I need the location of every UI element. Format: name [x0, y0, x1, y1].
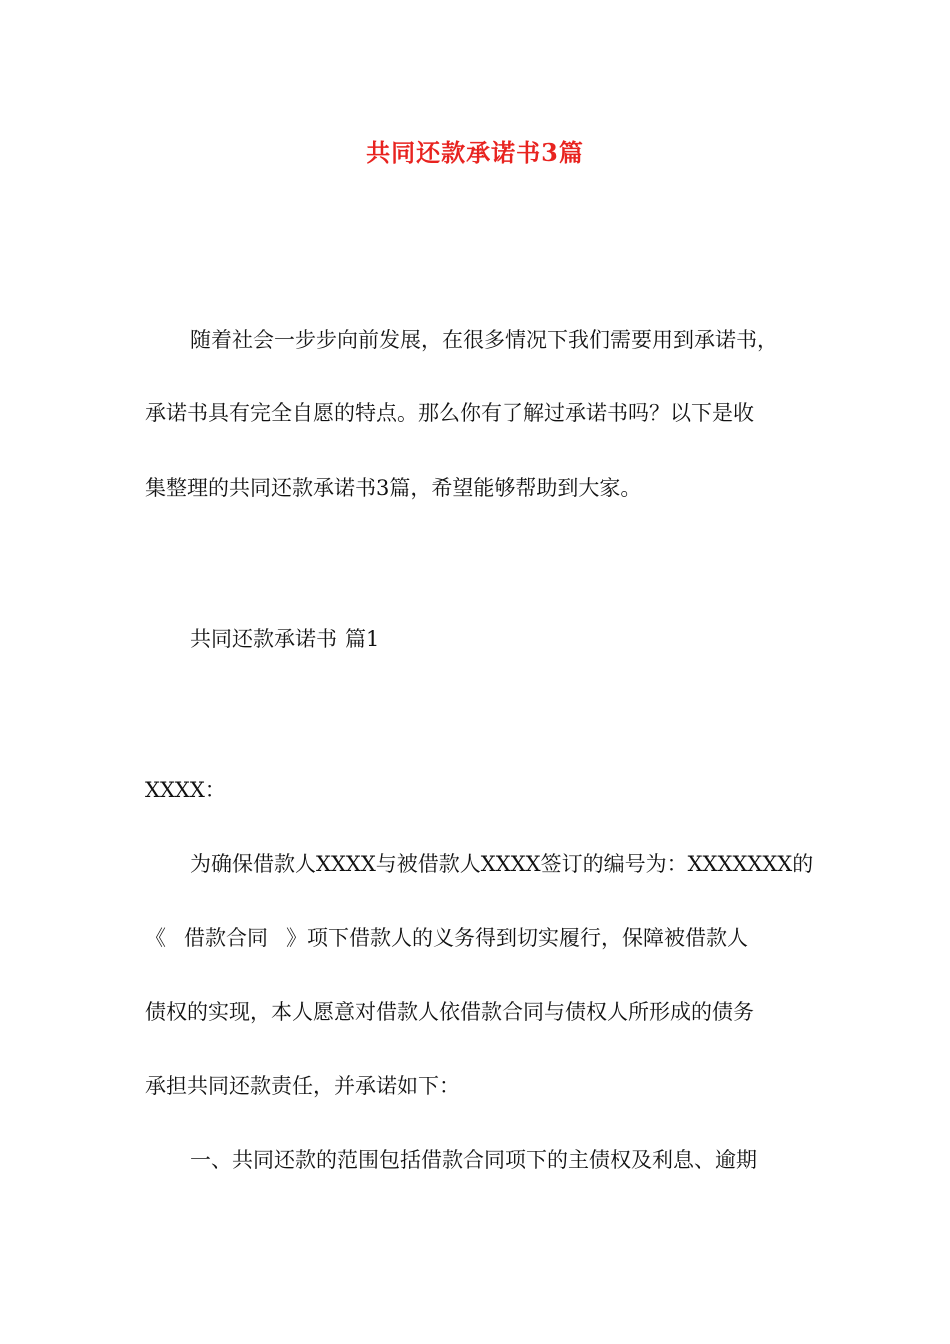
book-title-open-mark: 《 — [145, 926, 166, 950]
section-heading-part: 篇1 — [345, 627, 380, 651]
intro-line-1: 随着社会一步步向前发展，在很多情况下我们需要用到承诺书， — [190, 328, 778, 352]
body-line-2-rest: 》项下借款人的义务得到切实履行，保障被借款人 — [286, 926, 748, 950]
document-title: 共同还款承诺书3篇 — [366, 138, 584, 167]
section-heading — [190, 624, 379, 654]
intro-line-3: 集整理的共同还款承诺书3篇，希望能够帮助到大家。 — [145, 476, 642, 500]
intro-line-2: 承诺书具有完全自愿的特点。那么你有了解过承诺书吗？以下是收 — [145, 401, 754, 425]
body-line-1: 为确保借款人XXXX与被借款人XXXX签订的编号为：XXXXXXX的 — [190, 852, 814, 876]
body-line-3: 债权的实现，本人愿意对借款人依借款合同与债权人所形成的债务 — [145, 1000, 754, 1024]
body-line-4: 承担共同还款责任，并承诺如下： — [145, 1074, 460, 1098]
body-line-2 — [145, 923, 748, 953]
body-line-5: 一、共同还款的范围包括借款合同项下的主债权及利息、逾期 — [190, 1148, 757, 1172]
section-heading-name: 共同还款承诺书 — [190, 627, 337, 651]
contract-title: 借款合同 — [184, 926, 268, 950]
salutation: XXXX： — [145, 778, 226, 802]
